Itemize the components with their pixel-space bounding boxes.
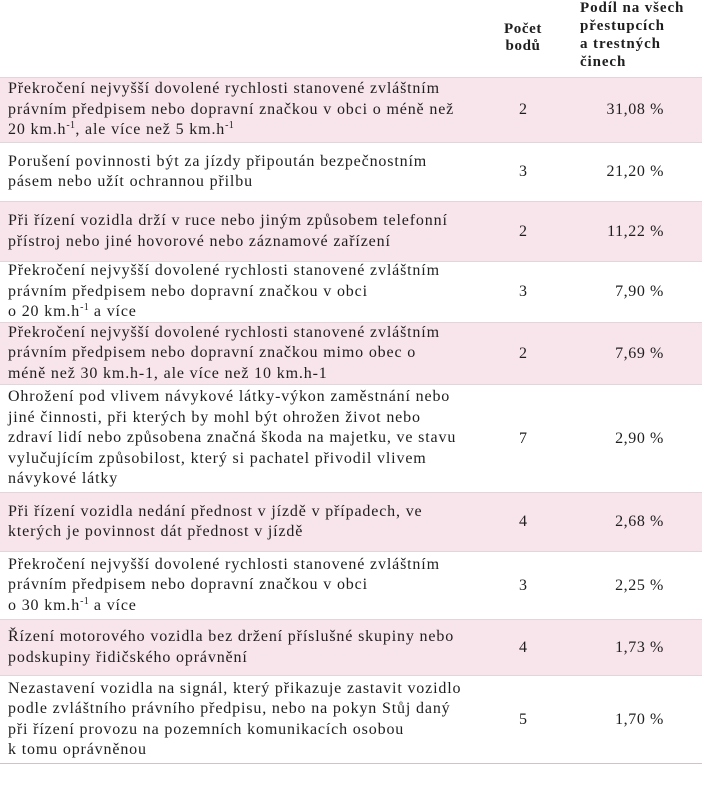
offense-description — [0, 79, 495, 141]
description-line: Překročení nejvyšší dovolené rychlosti stanovené zvláštním — [8, 555, 440, 573]
description-line: kterých je povinnost dát přednost v jízdě — [8, 523, 304, 540]
offense-description — [0, 627, 495, 668]
description-text: 20 km.h — [8, 121, 67, 139]
points-value: 7 — [519, 429, 527, 447]
points-value: 4 — [519, 513, 527, 530]
share-value: 31,08 % — [606, 101, 664, 118]
offense-description — [0, 323, 495, 385]
points-value: 4 — [519, 638, 527, 656]
table-row — [0, 323, 702, 385]
share-value: 2,68 % — [615, 513, 664, 530]
description-line: přístroj nebo jiné hovorové nebo záznamové zařízení — [8, 232, 391, 250]
description-text: a více — [89, 596, 137, 614]
description-line: jiné činnosti, při kterých by mohl být ohrožen život nebo — [8, 408, 421, 426]
offense-description — [0, 211, 495, 252]
description-line: zdraví lidí nebo způsobena značná škoda na majetku, ve stavu — [8, 429, 457, 447]
header-description-cell — [0, 0, 495, 77]
description-line: Nezastavení vozidla na signál, který přikazuje zastavit vozidlo — [8, 679, 462, 697]
offense-description — [0, 555, 495, 617]
table-row — [0, 262, 702, 323]
share-value: 21,20 % — [606, 163, 664, 180]
header-share-line: přestupcích — [580, 18, 665, 34]
header-points-line: bodů — [505, 38, 541, 54]
points-value: 5 — [519, 710, 527, 728]
description-line: Ohrožení pod vlivem návykové látky-výkon zaměstnání nebo — [8, 388, 451, 406]
description-line: právním předpisem nebo dopravní značkou mimo obec o — [8, 344, 417, 362]
superscript: -1 — [225, 120, 235, 132]
description-line: pásem nebo užít ochrannou přilbu — [8, 173, 253, 190]
description-line: Řízení motorového vozidla bez držení příslušné skupiny nebo — [8, 628, 455, 645]
header-points-line: Počet — [504, 21, 542, 37]
description-line — [8, 120, 495, 141]
share-value: 11,22 % — [607, 222, 664, 240]
description-line: podskupiny řidičského oprávnění — [8, 648, 248, 666]
table-header — [0, 0, 702, 77]
table-row — [0, 385, 702, 493]
description-line: právním předpisem nebo dopravní značkou v obci o méně než — [8, 100, 455, 118]
points-value: 3 — [519, 576, 527, 594]
table-body — [0, 77, 702, 764]
description-line — [8, 302, 495, 323]
description-line: právním předpisem nebo dopravní značkou v obci — [8, 576, 368, 594]
description-line: Překročení nejvyšší dovolené rychlosti stanovené zvláštním — [8, 323, 440, 341]
points-value: 3 — [519, 283, 527, 300]
header-share-line: Podíl na všech — [580, 0, 685, 16]
description-line — [8, 596, 495, 617]
description-line: vylučujícím způsobilost, který si pachatel přivodil vlivem — [8, 449, 427, 467]
description-line: podle zvláštního právního předpisu, nebo na pokyn Stůj daný — [8, 700, 451, 717]
points-value: 2 — [519, 101, 527, 118]
share-value: 7,90 % — [615, 283, 664, 300]
description-line: méně než 30 km.h-1, ale více než 10 km.h-1 — [8, 364, 328, 382]
description-line: Při řízení vozidla drží v ruce nebo jiným způsobem telefonní — [8, 212, 448, 229]
share-value: 1,73 % — [615, 638, 664, 656]
table-row — [0, 676, 702, 764]
offense-description — [0, 261, 495, 323]
share-value: 1,70 % — [615, 710, 664, 728]
superscript: -1 — [66, 120, 76, 132]
description-line: Překročení nejvyšší dovolené rychlosti stanovené zvláštním — [8, 80, 440, 98]
share-value: 7,69 % — [615, 344, 664, 362]
header-share — [580, 0, 684, 71]
points-value: 3 — [519, 163, 527, 180]
description-line: Porušení povinnosti být za jízdy připoután bezpečnostním — [8, 152, 428, 170]
table-row — [0, 493, 702, 552]
table-row — [0, 143, 702, 202]
header-share-line: činech — [580, 54, 627, 70]
header-share-line: a trestných — [580, 36, 661, 52]
superscript: -1 — [80, 302, 90, 314]
offense-description — [0, 387, 495, 490]
share-value: 2,90 % — [615, 429, 664, 447]
offense-description — [0, 152, 495, 193]
description-line: Při řízení vozidla nedání přednost v jízdě v případech, ve — [8, 502, 423, 520]
description-line: Překročení nejvyšší dovolené rychlosti stanovené zvláštním — [8, 262, 440, 280]
description-text: a více — [89, 303, 137, 321]
points-value: 2 — [519, 344, 527, 362]
description-text: o 20 km.h — [8, 303, 81, 321]
description-line: právním předpisem nebo dopravní značkou v obci — [8, 282, 368, 300]
header-points — [495, 21, 551, 55]
description-line: návykové látky — [8, 470, 119, 488]
table-row — [0, 202, 702, 262]
table-row — [0, 78, 702, 143]
offense-description — [0, 502, 495, 543]
share-value: 2,25 % — [615, 576, 664, 594]
offense-description — [0, 679, 495, 761]
description-text: o 30 km.h — [8, 596, 81, 614]
table-row — [0, 552, 702, 620]
superscript: -1 — [80, 595, 90, 607]
points-value: 2 — [519, 222, 527, 240]
table-row — [0, 620, 702, 676]
description-text: , ale více než 5 km.h — [75, 121, 226, 139]
description-line: při řízení provozu na pozemních komunikacích osobou — [8, 720, 405, 738]
description-line: k tomu oprávněnou — [8, 741, 147, 758]
